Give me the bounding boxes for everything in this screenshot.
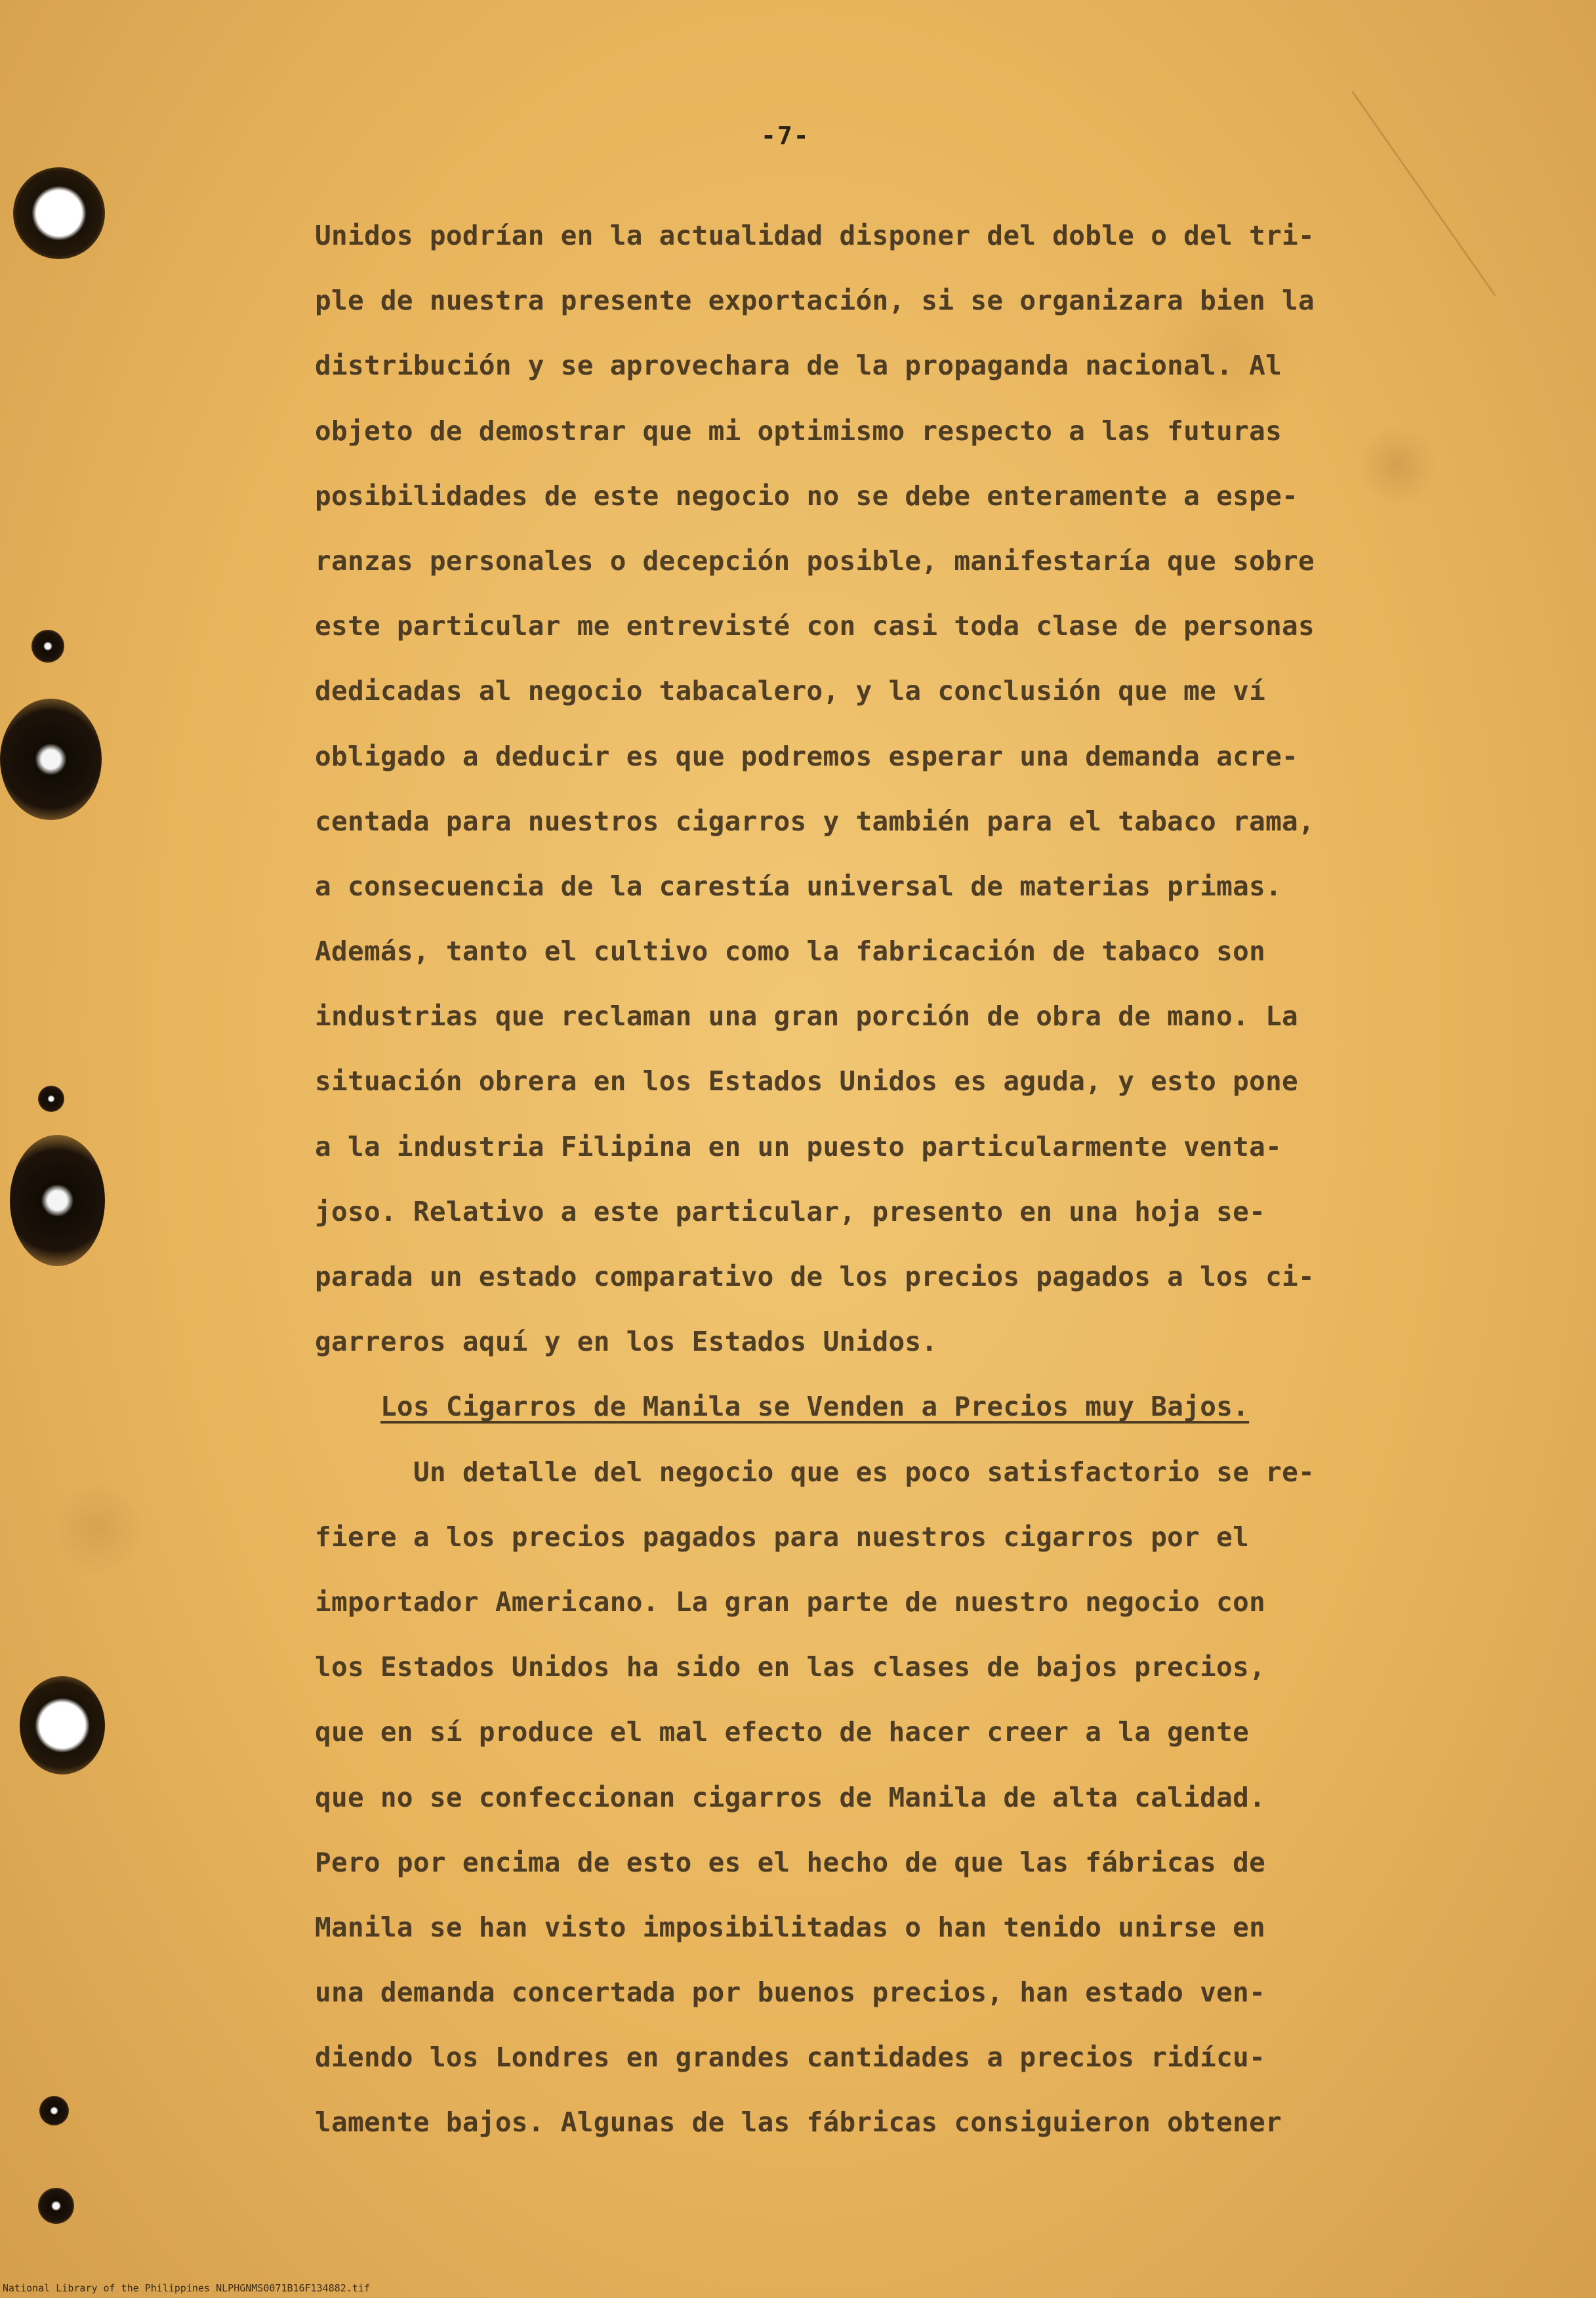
- page-number: -7-: [761, 121, 810, 150]
- text-line: Pero por encima de esto es el hecho de que las fábricas de: [315, 1846, 1266, 1878]
- text-line: parada un estado comparativo de los precios pagados a los ci-: [315, 1261, 1315, 1292]
- punch-hole: [38, 2188, 74, 2224]
- text-line: fiere a los precios pagados para nuestros cigarros por el: [315, 1521, 1250, 1553]
- text-line: distribución y se aprovechara de la propaganda nacional. Al: [315, 350, 1282, 382]
- text-line: joso. Relativo a este particular, presento en una hoja se-: [315, 1195, 1266, 1227]
- text-line: diendo los Londres en grandes cantidades a precios ridícu-: [315, 2042, 1266, 2074]
- text-line: una demanda concertada por buenos precios, han estado ven-: [315, 1977, 1266, 2009]
- punch-hole: [0, 699, 102, 820]
- punch-hole: [31, 630, 64, 663]
- text-line: centada para nuestros cigarros y también para el tabaco rama,: [315, 805, 1315, 837]
- text-line: Además, tanto el cultivo como la fabricación de tabaco son: [315, 935, 1266, 968]
- text-line: ranzas personales o decepción posible, manifestaría que sobre: [315, 544, 1315, 577]
- text-line: lamente bajos. Algunas de las fábricas consiguieron obtener: [315, 2106, 1282, 2139]
- text-line: obligado a deducir es que podremos esperar una demanda acre-: [315, 740, 1299, 772]
- text-line: Un detalle del negocio que es poco satisfactorio se re-: [413, 1456, 1315, 1488]
- text-line: dedicadas al negocio tabacalero, y la conclusión que me ví: [315, 675, 1266, 707]
- text-line: industrias que reclaman una gran porción de obra de mano. La: [315, 1000, 1299, 1033]
- text-line: posibilidades de este negocio no se debe enteramente a espe-: [315, 480, 1299, 512]
- punch-hole: [38, 1086, 64, 1112]
- punch-hole: [39, 2096, 69, 2125]
- paper-crease: [1351, 91, 1496, 296]
- text-line: que no se confeccionan cigarros de Manila de alta calidad.: [315, 1781, 1266, 1813]
- text-line: a la industria Filipina en un puesto particularmente venta-: [315, 1130, 1282, 1162]
- text-line: Manila se han visto imposibilitadas o han tenido unirse en: [315, 1911, 1266, 1943]
- punch-hole: [13, 167, 105, 259]
- text-line: los Estados Unidos ha sido en las clases de bajos precios,: [315, 1651, 1266, 1683]
- text-line: importador Americano. La gran parte de nuestro negocio con: [315, 1586, 1266, 1618]
- text-line: ple de nuestra presente exportación, si se organizara bien la: [315, 285, 1315, 317]
- text-line: garreros aquí y en los Estados Unidos.: [315, 1326, 938, 1358]
- text-line: objeto de demostrar que mi optimismo respecto a las futuras: [315, 415, 1282, 447]
- punch-hole: [10, 1135, 105, 1266]
- archive-footer: National Library of the Philippines NLPHGNMS0071B16F134882.tif: [3, 2282, 370, 2294]
- text-line: situación obrera en los Estados Unidos es aguda, y esto pone: [315, 1065, 1299, 1098]
- text-line: Unidos podrían en la actualidad disponer del doble o del tri-: [315, 220, 1315, 251]
- text-line: a consecuencia de la carestía universal de materias primas.: [315, 870, 1282, 902]
- body-text: [315, 203, 1358, 2156]
- section-heading: Los Cigarros de Manila se Venden a Precios muy Bajos.: [380, 1391, 1250, 1423]
- punch-hole: [20, 1676, 105, 1775]
- text-line: este particular me entrevisté con casi toda clase de personas: [315, 610, 1315, 642]
- text-line: que en sí produce el mal efecto de hacer creer a la gente: [315, 1716, 1250, 1748]
